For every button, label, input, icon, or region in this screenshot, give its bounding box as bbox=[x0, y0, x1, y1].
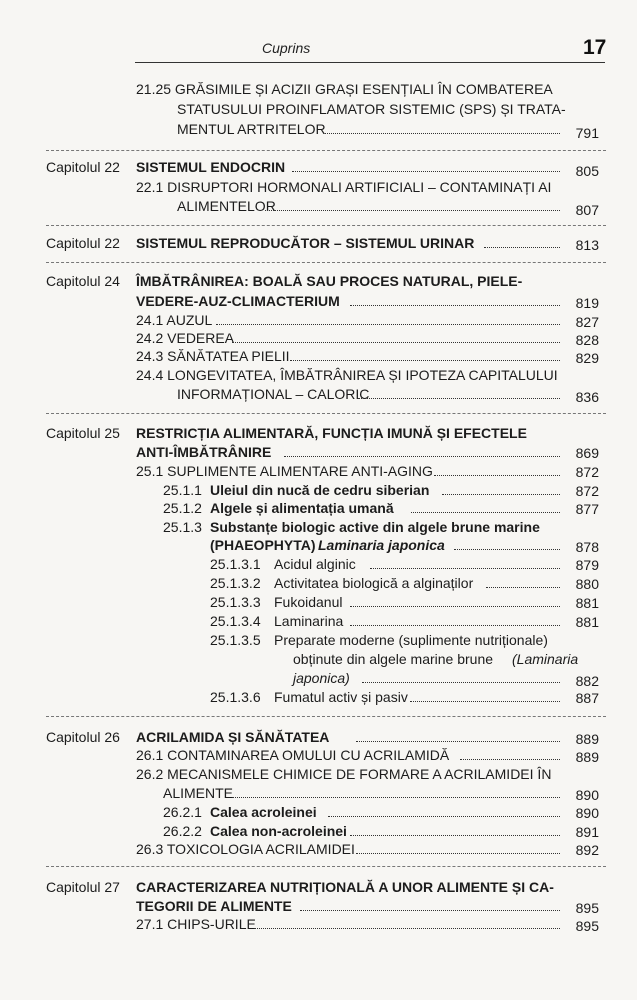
dot-leader bbox=[350, 606, 560, 607]
chapter-separator bbox=[46, 716, 606, 717]
chapter-title: CARACTERIZAREA NUTRIȚIONALĂ A UNOR ALIMENTE ȘI CA- bbox=[136, 879, 554, 895]
toc-entry-text: Calea acroleinei bbox=[210, 804, 317, 820]
toc-entry-text: Activitatea biologică a alginaților bbox=[274, 575, 474, 591]
page-header bbox=[0, 0, 637, 64]
toc-entry-number: 25.1.2 bbox=[163, 500, 202, 516]
chapter-label: Capitolul 24 bbox=[46, 273, 120, 289]
toc-page-number: 887 bbox=[575, 690, 599, 706]
dot-leader bbox=[350, 835, 560, 836]
toc-page-number: 872 bbox=[575, 464, 599, 480]
toc-entry-text: 24.3 SĂNĂTATEA PIELII bbox=[136, 348, 290, 364]
toc-page-number: 877 bbox=[575, 501, 599, 517]
toc-entry-text: 26.2 MECANISMELE CHIMICE DE FORMARE A ACRILAMIDEI ÎN bbox=[136, 766, 552, 782]
dot-leader bbox=[356, 741, 560, 742]
toc-entry-text: 26.1 CONTAMINAREA OMULUI CU ACRILAMIDĂ bbox=[136, 747, 450, 763]
toc-entry-number: 25.1.3 bbox=[163, 519, 202, 535]
toc-page-number: 892 bbox=[575, 842, 599, 858]
chapter-label: Capitolul 22 bbox=[46, 235, 120, 251]
chapter-separator bbox=[46, 150, 606, 151]
chapter-label: Capitolul 26 bbox=[46, 729, 120, 745]
toc-entry-text: 24.2 VEDEREA bbox=[136, 330, 235, 346]
toc-entry-text: 26.3 TOXICOLOGIA ACRILAMIDEI bbox=[136, 841, 355, 857]
dot-leader bbox=[442, 494, 560, 495]
dot-leader bbox=[350, 625, 560, 626]
toc-entry-text: 27.1 CHIPS-URILE bbox=[136, 916, 256, 932]
toc-entry-text: Laminarina bbox=[274, 613, 344, 629]
toc-entry-text: Preparate moderne (suplimente nutriționale) bbox=[274, 632, 548, 648]
toc-page-number: 882 bbox=[575, 673, 599, 689]
page-number: 17 bbox=[583, 36, 607, 59]
toc-page-number: 895 bbox=[575, 900, 599, 916]
chapter-label: Capitolul 22 bbox=[46, 159, 120, 175]
dot-leader bbox=[454, 549, 560, 550]
toc-page-number: 890 bbox=[575, 805, 599, 821]
toc-entry-text: Substanțe biologic active din algele brune marine bbox=[210, 519, 540, 535]
chapter-separator bbox=[46, 225, 606, 226]
toc-page-number: 805 bbox=[575, 163, 599, 179]
dot-leader bbox=[284, 456, 560, 457]
chapter-title: ANTI-ÎMBĂTRÂNIRE bbox=[136, 444, 272, 460]
dot-leader bbox=[460, 759, 560, 760]
toc-entry-text: Acidul alginic bbox=[274, 556, 356, 572]
toc-entry-text: Calea non-acroleinei bbox=[210, 823, 347, 839]
dot-leader bbox=[232, 342, 560, 343]
toc-entry-number: 25.1.3.5 bbox=[210, 632, 261, 648]
toc-entry-text: 21.25 GRĂSIMILE ȘI ACIZII GRAȘI ESENȚIALI ÎN COMBATEREA bbox=[136, 81, 553, 97]
toc-page-number: 881 bbox=[575, 614, 599, 630]
toc-entry-text: MENTUL ARTRITELOR bbox=[177, 121, 326, 137]
toc-page-number: 880 bbox=[575, 576, 599, 592]
toc-entry-text: 24.4 LONGEVITATEA, ÎMBĂTRÂNIREA ȘI IPOTEZA CAPITALULUI bbox=[136, 367, 558, 383]
toc-entry-number: 25.1.3.4 bbox=[210, 613, 261, 629]
chapter-title: TEGORII DE ALIMENTE bbox=[136, 898, 292, 914]
dot-leader bbox=[350, 305, 560, 306]
toc-entry-number: 25.1.3.1 bbox=[210, 556, 261, 572]
toc-page-number: 890 bbox=[575, 787, 599, 803]
toc-entry-text: 22.1 DISRUPTORI HORMONALI ARTIFICIALI – CONTAMINAȚI AI bbox=[136, 179, 552, 195]
chapter-title: ÎMBĂTRÂNIREA: BOALĂ SAU PROCES NATURAL, PIELE- bbox=[136, 273, 523, 289]
toc-entry-text: Uleiul din nucă de cedru siberian bbox=[210, 482, 430, 498]
toc-page-number: 889 bbox=[575, 749, 599, 765]
toc-page-number: 813 bbox=[575, 237, 599, 253]
chapter-label: Capitolul 25 bbox=[46, 425, 120, 441]
dot-leader bbox=[292, 171, 560, 172]
dot-leader bbox=[486, 587, 560, 588]
dot-leader bbox=[300, 910, 560, 911]
running-title: Cuprins bbox=[262, 40, 311, 56]
toc-entry-text: ALIMENTELOR bbox=[177, 198, 276, 214]
toc-entry-text: Fukoidanul bbox=[274, 594, 343, 610]
toc-entry-number: 25.1.1 bbox=[163, 482, 202, 498]
dot-leader bbox=[362, 682, 560, 683]
dot-leader bbox=[232, 797, 560, 798]
toc-entry-text: STATUSULUI PROINFLAMATOR SISTEMIC (SPS) ȘI TRATA- bbox=[177, 101, 566, 117]
toc-entry-text: 25.1 SUPLIMENTE ALIMENTARE ANTI-AGING bbox=[136, 463, 433, 479]
toc-page-number: 879 bbox=[575, 557, 599, 573]
toc-entry-number: 25.1.3.3 bbox=[210, 594, 261, 610]
dot-leader bbox=[370, 568, 560, 569]
chapter-separator bbox=[46, 413, 606, 414]
dot-leader bbox=[356, 853, 560, 854]
dot-leader bbox=[216, 324, 560, 325]
toc-page-number: 891 bbox=[575, 824, 599, 840]
toc-page-number: 791 bbox=[575, 125, 599, 141]
chapter-separator bbox=[46, 866, 606, 867]
toc-entry-number: 25.1.3.6 bbox=[210, 689, 261, 705]
toc-entry-number: 26.2.1 bbox=[163, 804, 202, 820]
toc-entry-text: obținute din algele marine brune bbox=[293, 651, 494, 667]
chapter-title: RESTRICȚIA ALIMENTARĂ, FUNCȚIA IMUNĂ ȘI EFECTELE bbox=[136, 425, 527, 441]
chapter-title: VEDERE-AUZ-CLIMACTERIUM bbox=[136, 293, 340, 309]
dot-leader bbox=[484, 247, 560, 248]
chapter-title: SISTEMUL REPRODUCĂTOR – SISTEMUL URINAR bbox=[136, 235, 475, 251]
toc-entry-text: 24.1 AUZUL bbox=[136, 312, 213, 328]
toc-page-number: 829 bbox=[575, 350, 599, 366]
toc-entry-text-italic: Laminaria japonica bbox=[318, 537, 445, 553]
toc-page-number: 878 bbox=[575, 539, 599, 555]
dot-leader bbox=[434, 475, 560, 476]
toc-entry-text: (PHAEOPHYTA) bbox=[210, 537, 316, 553]
toc-page-number: 828 bbox=[575, 332, 599, 348]
toc-page-number: 889 bbox=[575, 731, 599, 747]
toc-page-number: 836 bbox=[575, 389, 599, 405]
toc-entry-text: Algele și alimentația umană bbox=[210, 500, 394, 516]
toc-entry-text-italic: japonica) bbox=[293, 670, 350, 686]
toc-entry-text: Fumatul activ și pasiv bbox=[274, 689, 408, 705]
toc-entry-text: ALIMENTE bbox=[163, 785, 234, 801]
dot-leader bbox=[358, 398, 560, 399]
toc-page-number: 827 bbox=[575, 314, 599, 330]
toc-entry-text-italic: (Laminaria bbox=[512, 651, 579, 667]
dot-leader bbox=[265, 210, 560, 211]
toc-page-number: 819 bbox=[575, 295, 599, 311]
chapter-separator bbox=[46, 262, 606, 263]
dot-leader bbox=[290, 360, 560, 361]
toc-page-number: 895 bbox=[575, 918, 599, 934]
toc-page-number: 881 bbox=[575, 595, 599, 611]
toc-entry-number: 26.2.2 bbox=[163, 823, 202, 839]
dot-leader bbox=[328, 816, 560, 817]
toc-entry-text: INFORMAȚIONAL – CALORIC bbox=[177, 386, 370, 402]
dot-leader bbox=[254, 928, 560, 929]
header-rule bbox=[135, 62, 605, 63]
dot-leader bbox=[410, 701, 560, 702]
dot-leader bbox=[411, 512, 560, 513]
chapter-title: SISTEMUL ENDOCRIN bbox=[136, 159, 286, 175]
chapter-title: ACRILAMIDA ȘI SĂNĂTATEA bbox=[136, 729, 330, 745]
chapter-label: Capitolul 27 bbox=[46, 879, 120, 895]
toc-page-number: 807 bbox=[575, 202, 599, 218]
toc-page-number: 869 bbox=[575, 445, 599, 461]
toc-page-number: 872 bbox=[575, 483, 599, 499]
dot-leader bbox=[325, 133, 560, 134]
toc-entry-number: 25.1.3.2 bbox=[210, 575, 261, 591]
